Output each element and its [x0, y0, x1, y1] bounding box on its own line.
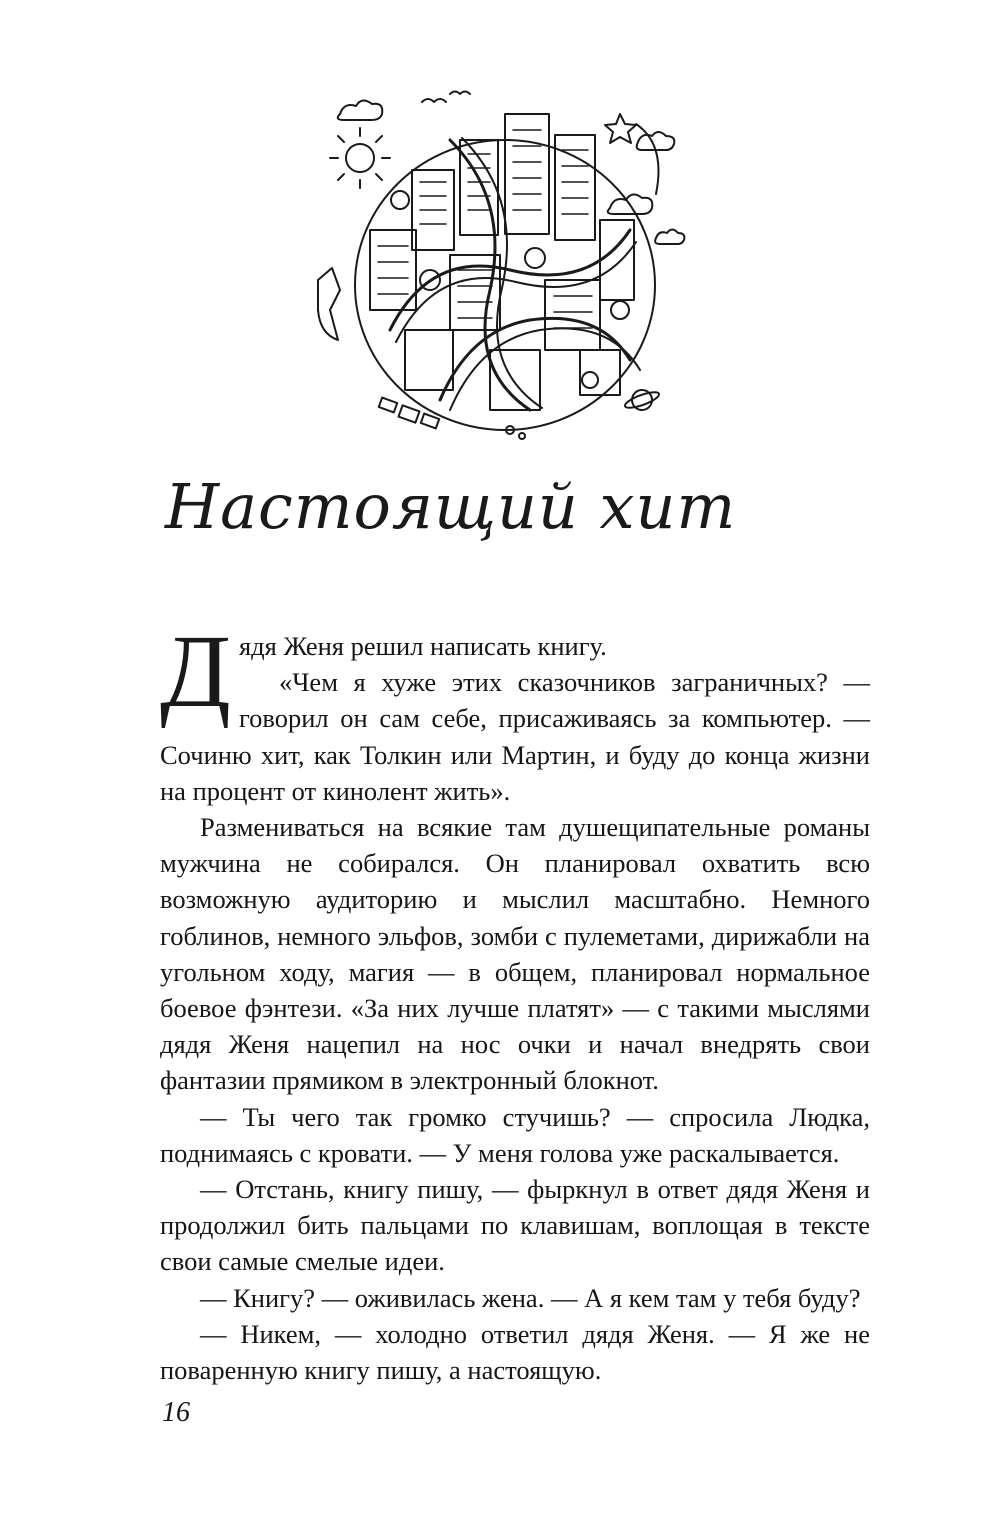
- page-number: 16: [162, 1397, 190, 1428]
- bird-icon: [422, 99, 446, 102]
- paragraph: «Чем я хуже этих сказочников заграничных? — говорил он сам себе, присаживаясь за компьютер. — Сочиню хит, как Толкин или Мартин, и буду до конца жизни на процент от кинолент жить».: [160, 667, 870, 806]
- paragraph: — Книгу? — оживилась жена. — А я кем там у тебя буду?: [200, 1282, 861, 1313]
- sun-icon: [330, 128, 390, 188]
- body-text: [160, 614, 870, 1388]
- rocket-icon: [318, 268, 340, 340]
- satellite-icon: [379, 398, 439, 429]
- paragraph: Размениваться на всякие там душещипательные романы мужчина не собирался. Он планировал охватить всю возможную аудиторию и мыслил масштабно. Немного гоблинов, немного эльфов, зомби с пулеметами, дирижабли на угольном ходу, магия — в общем, планировал нормальное боевое фэнтези. «За них лучше платят» — с такими мыслями дядя Женя нацепил на нос очки и начал внедрять свои фантазии прямиком в электронный блокнот.: [160, 812, 870, 1096]
- paragraph: — Ты чего так громко стучишь? — спросила Людка, поднимаясь с кровати. — У меня голова уже раскалывается.: [160, 1101, 870, 1168]
- paragraph: — Никем, — холодно ответил дядя Женя. — Я же не поваренную книгу пишу, а настоящую.: [160, 1318, 870, 1386]
- drop-cap: Д: [160, 614, 231, 729]
- cloud-icon: [655, 230, 684, 245]
- city-globe-illustration: [300, 80, 700, 450]
- cloud-icon: [338, 100, 383, 120]
- paragraph: — Отстань, книгу пишу, — фыркнул в ответ дядя Женя и продолжил бить пальцами по клавишам, воплощая в тексте свои самые смелые идеи.: [160, 1174, 870, 1277]
- paragraph: Дядя Женя решил написать книгу.: [160, 614, 607, 729]
- bird-icon: [450, 92, 470, 95]
- star-icon: [605, 114, 636, 143]
- chapter-title: Настоящий хит: [165, 470, 737, 543]
